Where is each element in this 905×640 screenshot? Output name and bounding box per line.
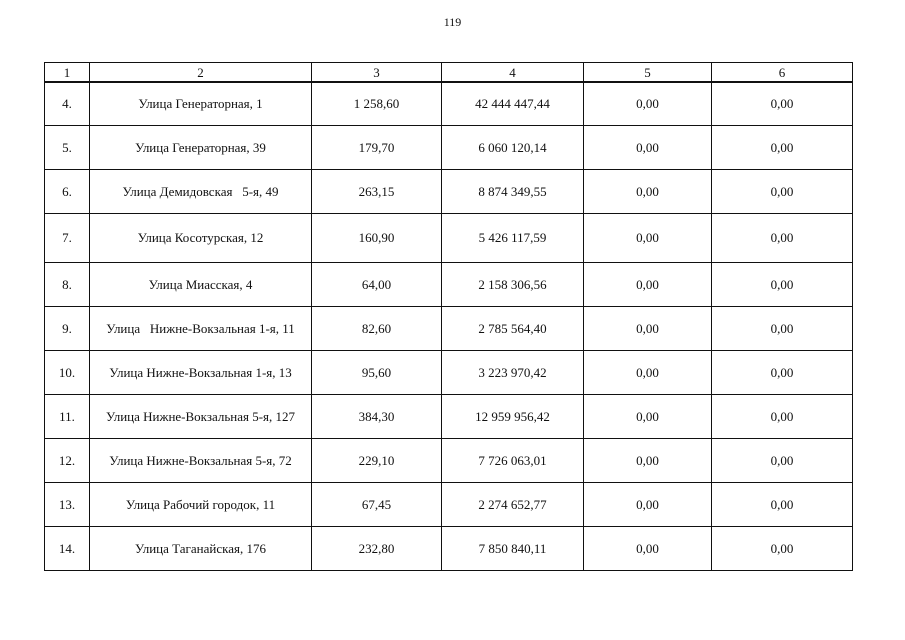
amount-cell: 5 426 117,59 <box>442 214 584 263</box>
address-cell: Улица Нижне-Вокзальная 5-я, 72 <box>90 439 312 483</box>
row-number: 5. <box>45 126 90 170</box>
column-5-cell: 0,00 <box>584 351 712 395</box>
column-5-cell: 0,00 <box>584 214 712 263</box>
table-row <box>45 351 853 395</box>
amount-cell: 2 785 564,40 <box>442 307 584 351</box>
column-6-cell: 0,00 <box>712 214 853 263</box>
table-row <box>45 439 853 483</box>
amount-cell: 8 874 349,55 <box>442 170 584 214</box>
row-number: 6. <box>45 170 90 214</box>
row-number: 10. <box>45 351 90 395</box>
table-row <box>45 395 853 439</box>
table-row <box>45 307 853 351</box>
column-5-cell: 0,00 <box>584 527 712 571</box>
table-row <box>45 82 853 126</box>
row-number: 9. <box>45 307 90 351</box>
table-row <box>45 214 853 263</box>
amount-cell: 6 060 120,14 <box>442 126 584 170</box>
area-cell: 229,10 <box>312 439 442 483</box>
area-cell: 232,80 <box>312 527 442 571</box>
column-6-cell: 0,00 <box>712 170 853 214</box>
address-cell: Улица Нижне-Вокзальная 1-я, 13 <box>90 351 312 395</box>
table-header-row <box>45 63 853 83</box>
amount-cell: 12 959 956,42 <box>442 395 584 439</box>
area-cell: 67,45 <box>312 483 442 527</box>
column-6-cell: 0,00 <box>712 307 853 351</box>
column-6-cell: 0,00 <box>712 527 853 571</box>
column-header-5: 5 <box>584 63 712 83</box>
amount-cell: 3 223 970,42 <box>442 351 584 395</box>
table-row <box>45 527 853 571</box>
address-cell: Улица Косотурская, 12 <box>90 214 312 263</box>
amount-cell: 2 274 652,77 <box>442 483 584 527</box>
column-5-cell: 0,00 <box>584 483 712 527</box>
column-5-cell: 0,00 <box>584 439 712 483</box>
column-5-cell: 0,00 <box>584 170 712 214</box>
address-cell: Улица Рабочий городок, 11 <box>90 483 312 527</box>
column-6-cell: 0,00 <box>712 351 853 395</box>
area-cell: 64,00 <box>312 263 442 307</box>
table-row <box>45 263 853 307</box>
column-5-cell: 0,00 <box>584 307 712 351</box>
amount-cell: 7 850 840,11 <box>442 527 584 571</box>
row-number: 4. <box>45 82 90 126</box>
row-number: 8. <box>45 263 90 307</box>
column-6-cell: 0,00 <box>712 263 853 307</box>
data-table <box>44 62 853 571</box>
column-header-6: 6 <box>712 63 853 83</box>
column-header-3: 3 <box>312 63 442 83</box>
area-cell: 384,30 <box>312 395 442 439</box>
address-cell: Улица Миасская, 4 <box>90 263 312 307</box>
row-number: 7. <box>45 214 90 263</box>
area-cell: 160,90 <box>312 214 442 263</box>
address-cell: Улица Нижне-Вокзальная 5-я, 127 <box>90 395 312 439</box>
column-6-cell: 0,00 <box>712 439 853 483</box>
area-cell: 263,15 <box>312 170 442 214</box>
amount-cell: 7 726 063,01 <box>442 439 584 483</box>
column-6-cell: 0,00 <box>712 126 853 170</box>
row-number: 11. <box>45 395 90 439</box>
column-header-2: 2 <box>90 63 312 83</box>
row-number: 14. <box>45 527 90 571</box>
column-5-cell: 0,00 <box>584 263 712 307</box>
column-header-4: 4 <box>442 63 584 83</box>
column-5-cell: 0,00 <box>584 82 712 126</box>
address-cell: Улица Демидовская 5-я, 49 <box>90 170 312 214</box>
address-cell: Улица Таганайская, 176 <box>90 527 312 571</box>
address-cell: Улица Нижне-Вокзальная 1-я, 11 <box>90 307 312 351</box>
address-cell: Улица Генераторная, 1 <box>90 82 312 126</box>
row-number: 13. <box>45 483 90 527</box>
area-cell: 1 258,60 <box>312 82 442 126</box>
column-6-cell: 0,00 <box>712 483 853 527</box>
table-row <box>45 170 853 214</box>
amount-cell: 42 444 447,44 <box>442 82 584 126</box>
row-number: 12. <box>45 439 90 483</box>
table-row <box>45 483 853 527</box>
area-cell: 82,60 <box>312 307 442 351</box>
amount-cell: 2 158 306,56 <box>442 263 584 307</box>
address-cell: Улица Генераторная, 39 <box>90 126 312 170</box>
column-header-1: 1 <box>45 63 90 83</box>
column-5-cell: 0,00 <box>584 126 712 170</box>
column-6-cell: 0,00 <box>712 82 853 126</box>
area-cell: 95,60 <box>312 351 442 395</box>
column-5-cell: 0,00 <box>584 395 712 439</box>
area-cell: 179,70 <box>312 126 442 170</box>
page-number: 119 <box>443 15 462 29</box>
table-row <box>45 126 853 170</box>
column-6-cell: 0,00 <box>712 395 853 439</box>
